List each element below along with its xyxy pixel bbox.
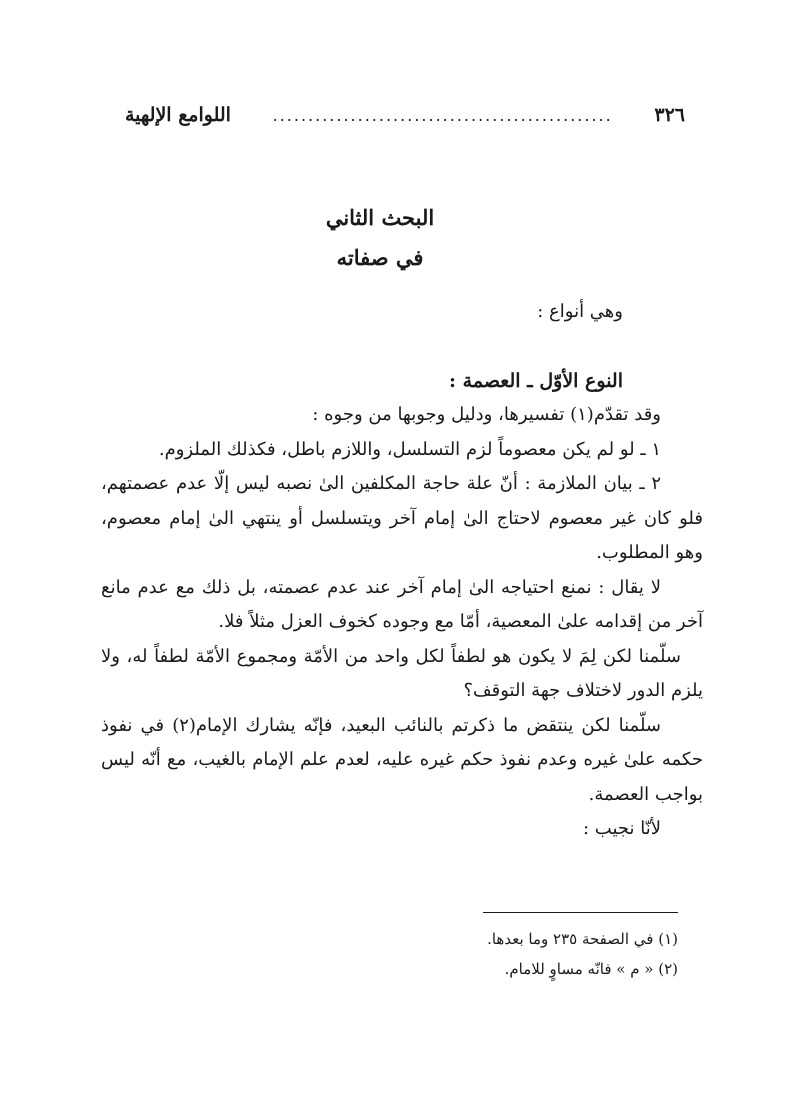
paragraph-4: لا يقال : نمنع احتياجه الىٰ إمام آخر عند عدم عصمته، بل ذلك مع عدم مانع آخر من إقدامه علىٰ المعصية، أمّا مع وجوده كخوف العزل مثلاً فلا. xyxy=(101,576,703,632)
paragraph-5: سلّمنا لكن لِمَ لا يكون هو لطفاً لكل واحد من الأمّة ومجموع الأمّة لطفاً له، ولا يلزم الدور لاختلاف جهة التوقف؟ xyxy=(101,645,703,701)
paragraph-1: وقد تقدّم(١) تفسيرها، ودليل وجوبها من وجوه : xyxy=(312,404,661,425)
footnotes xyxy=(118,924,678,984)
book-title: اللوامع الإلهية xyxy=(125,104,231,126)
section-subtitle: في صفاته xyxy=(336,245,424,270)
running-header xyxy=(125,104,685,140)
footnote-2: (٢) « م » فانّه مساوٍ للامام. xyxy=(504,960,678,978)
section-title: البحث الثاني xyxy=(325,205,435,230)
page-number: ٣٢٦ xyxy=(654,104,685,126)
footnote-1: (١) في الصفحة ٢٣٥ وما بعدها. xyxy=(487,930,678,948)
type1-heading: النوع الأوّل ـ العصمة : xyxy=(449,369,623,392)
paragraph-3: ٢ ـ بيان الملازمة : أنّ علة حاجة المكلفين الىٰ نصبه ليس إلّا عدم عصمتهم، فلو كان غير معصوم لاحتاج الىٰ إمام آخر ويتسلسل أو ينتهي الىٰ إمام معصوم، وهو المطلوب. xyxy=(101,473,703,563)
leader-dots: ................................................ xyxy=(272,106,613,125)
intro-paragraph: وهي أنواع : xyxy=(537,301,623,322)
paragraph-7: لأنّا نجيب : xyxy=(582,818,661,839)
section-heading xyxy=(0,198,760,278)
paragraph-2: ١ ـ لو لم يكن معصوماً لزم التسلسل، واللازم باطل، فكذلك الملزوم. xyxy=(158,438,661,460)
footnote-separator xyxy=(483,912,678,913)
paragraph-6: سلّمنا لكن ينتقض ما ذكرتم بالنائب البعيد، فإنّه يشارك الإمام(٢) في نفوذ حكمه علىٰ غيره وعدم نفوذ حكم غيره عليه، لعدم علم الإمام بالغيب، مع أنّه ليس بواجب العصمة. xyxy=(101,714,703,805)
body-text xyxy=(101,295,703,847)
